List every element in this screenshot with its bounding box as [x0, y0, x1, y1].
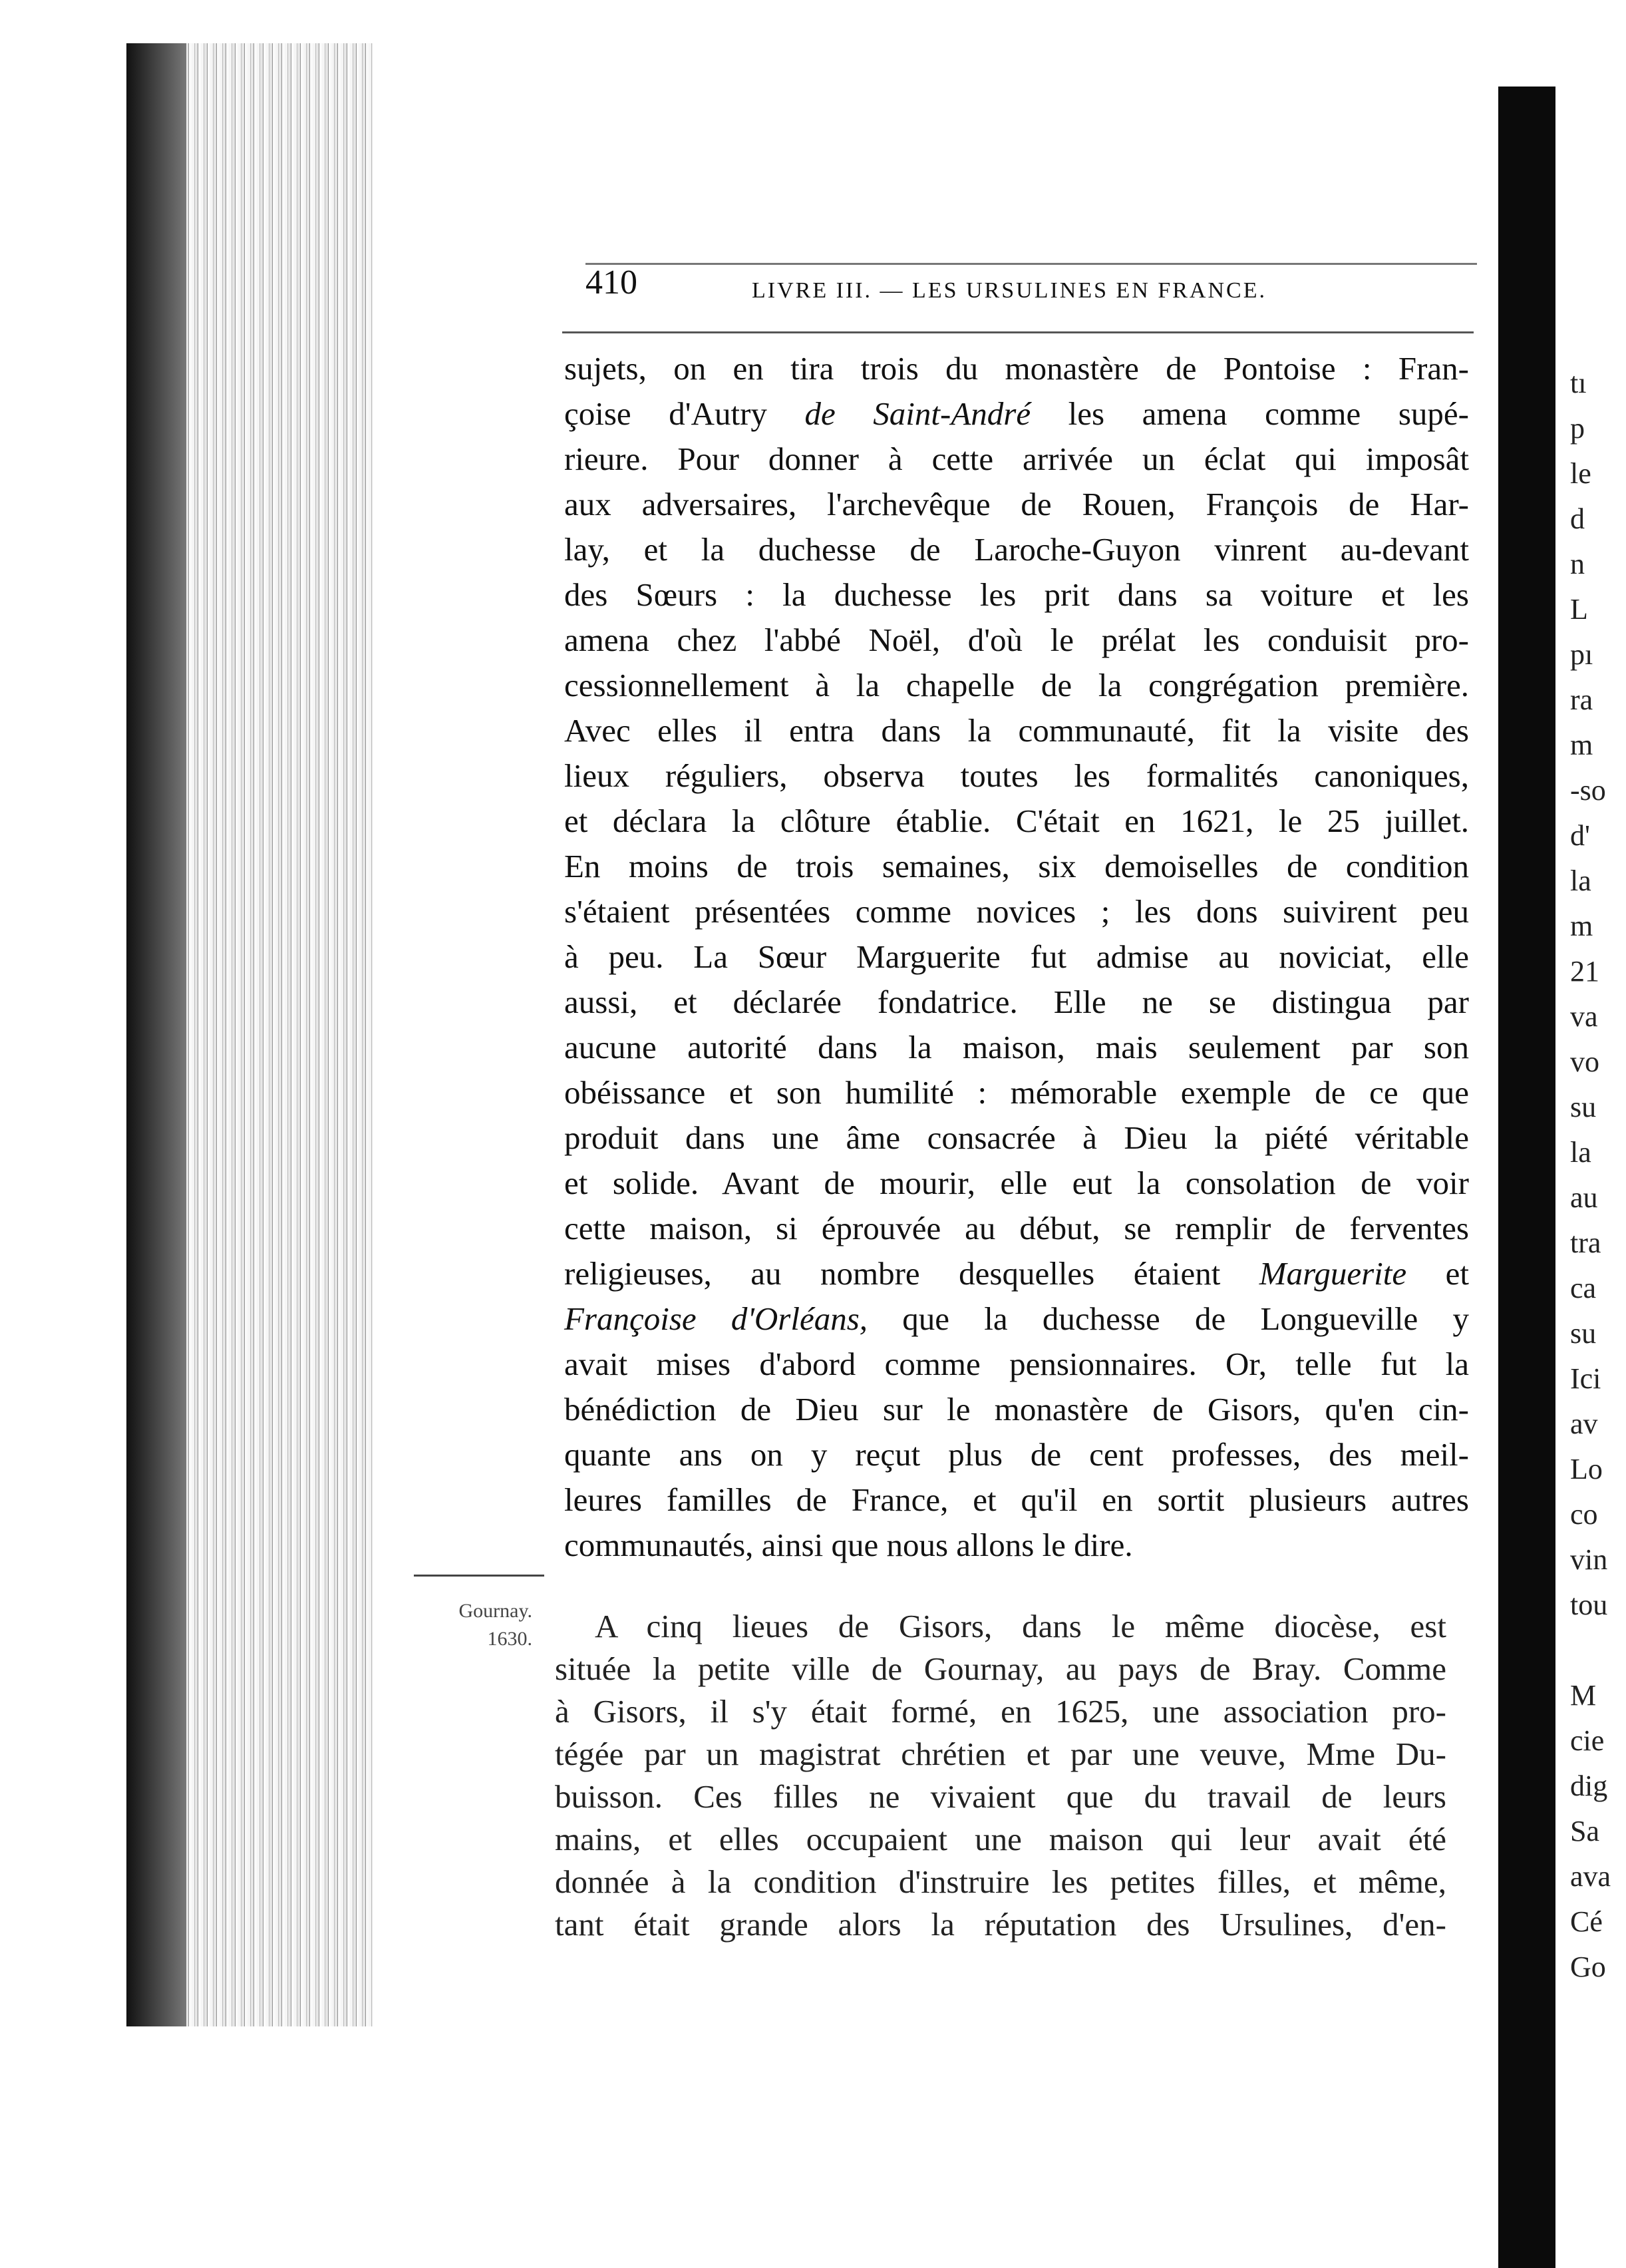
facing-page-fragment: n	[1570, 548, 1585, 580]
scan-margin-left	[0, 0, 126, 2268]
facing-page-fragment: Cé	[1570, 1905, 1603, 1938]
facing-page-fragment: pı	[1570, 638, 1593, 671]
facing-page-fragment: su	[1570, 1091, 1597, 1123]
facing-page-fragment: vin	[1570, 1543, 1608, 1576]
text-line: tégée par un magistrat chrétien et par une veuve, Mme Du-	[555, 1736, 1446, 1772]
facing-page-fragment: la	[1570, 864, 1591, 897]
facing-page-fragment: 21	[1570, 955, 1599, 988]
text-line: buisson. Ces filles ne vivaient que du travail de leurs	[555, 1778, 1446, 1815]
facing-page-fragment: d	[1570, 502, 1585, 535]
facing-page-fragment: m	[1570, 910, 1593, 942]
text-line: obéissance et son humilité : mémorable exemple de ce que	[564, 1074, 1469, 1111]
facing-page-fragment: co	[1570, 1498, 1598, 1531]
text-line: En moins de trois semaines, six demoiselles de condition	[564, 848, 1469, 884]
facing-page-fragment: M	[1570, 1679, 1597, 1712]
text-line: cessionnellement à la chapelle de la congrégation première.	[564, 667, 1469, 703]
book-spine-shadow	[126, 43, 186, 2026]
facing-page-fragment: dig	[1570, 1770, 1608, 1802]
facing-page-fragment: Sa	[1570, 1815, 1599, 1847]
text-line: Françoise d'Orléans, que la duchesse de Longueville y	[564, 1300, 1470, 1337]
text-line: et déclara la clôture établie. C'était en 1621, le 25 juillet.	[564, 803, 1469, 839]
facing-page-fragment: Go	[1570, 1951, 1606, 1983]
facing-page-fragment: le	[1570, 457, 1591, 490]
margin-note-rule	[414, 1575, 544, 1577]
facing-page-fragment: au	[1570, 1181, 1598, 1214]
paragraph-2	[555, 1605, 1446, 1946]
margin-note	[426, 1597, 532, 1653]
text-line: mains, et elles occupaient une maison qui leur avait été	[555, 1821, 1446, 1857]
text-line: amena chez l'abbé Noël, d'où le prélat les conduisit pro-	[564, 622, 1469, 658]
text-line: religieuses, au nombre desquelles étaient Marguerite et	[564, 1255, 1469, 1292]
text-line: avait mises d'abord comme pensionnaires. Or, telle fut la	[564, 1346, 1469, 1382]
facing-page-fragment: L	[1570, 593, 1588, 626]
facing-page-fragment: tra	[1570, 1227, 1601, 1259]
facing-page-fragment: va	[1570, 1000, 1598, 1033]
text-line: çoise d'Autry de Saint-André les amena comme supé-	[564, 395, 1469, 432]
text-line: quante ans on y reçut plus de cent professes, des meil-	[564, 1436, 1469, 1473]
facing-page-fragment: ra	[1570, 683, 1593, 716]
facing-page-fragment: cie	[1570, 1724, 1605, 1757]
text-line: communautés, ainsi que nous allons le dire.	[564, 1527, 1133, 1563]
text-line: lieux réguliers, observa toutes les formalités canoniques,	[564, 757, 1469, 794]
text-line: lay, et la duchesse de Laroche-Guyon vinrent au-devant	[564, 531, 1469, 568]
facing-page-edge	[1555, 80, 1626, 2268]
text-line: située la petite ville de Gournay, au pays de Bray. Comme	[555, 1650, 1446, 1687]
text-line: à peu. La Sœur Marguerite fut admise au noviciat, elle	[564, 938, 1469, 975]
text-line: leures familles de France, et qu'il en sortit plusieurs autres	[564, 1481, 1469, 1518]
running-head: LIVRE III. — LES URSULINES EN FRANCE.	[752, 278, 1267, 303]
margin-note-year: 1630.	[487, 1628, 532, 1650]
text-line: aux adversaires, l'archevêque de Rouen, François de Har-	[564, 486, 1469, 522]
facing-page-fragment: p	[1570, 412, 1585, 445]
facing-page-fragment: -so	[1570, 774, 1606, 807]
text-line: tant était grande alors la réputation des Ursulines, d'en-	[555, 1906, 1446, 1943]
text-line: aucune autorité dans la maison, mais seulement par son	[564, 1029, 1469, 1065]
facing-page-fragment: su	[1570, 1317, 1597, 1350]
header-rule	[562, 331, 1474, 333]
paragraph-1	[564, 346, 1469, 1568]
text-line: s'étaient présentées comme novices ; les dons suivirent peu	[564, 893, 1469, 930]
facing-page-fragment: av	[1570, 1408, 1598, 1440]
text-line: produit dans une âme consacrée à Dieu la piété véritable	[564, 1119, 1469, 1156]
book-gutter	[1498, 87, 1555, 2268]
facing-page-fragment: tou	[1570, 1589, 1608, 1621]
text-line: bénédiction de Dieu sur le monastère de Gisors, qu'en cin-	[564, 1391, 1469, 1427]
text-line: aussi, et déclarée fondatrice. Elle ne se distingua par	[564, 984, 1469, 1020]
text-line: Avec elles il entra dans la communauté, fit la visite des	[564, 712, 1469, 749]
facing-page-fragment: m	[1570, 729, 1593, 761]
facing-page-fragment: ca	[1570, 1272, 1597, 1304]
text-line: à Gisors, il s'y était formé, en 1625, une association pro-	[555, 1693, 1446, 1730]
text-line: cette maison, si éprouvée au début, se remplir de ferventes	[564, 1210, 1469, 1246]
text-line: sujets, on en tira trois du monastère de Pontoise : Fran-	[564, 350, 1469, 387]
text-line: A cinq lieues de Gisors, dans le même diocèse, est	[595, 1608, 1446, 1644]
facing-page-fragment: d'	[1570, 819, 1590, 852]
facing-page-fragment: ava	[1570, 1860, 1611, 1893]
text-line: donnée à la condition d'instruire les petites filles, et même,	[555, 1863, 1446, 1900]
facing-page-fragment: Lo	[1570, 1453, 1603, 1485]
text-line: et solide. Avant de mourir, elle eut la consolation de voir	[564, 1165, 1469, 1201]
text-line: rieure. Pour donner à cette arrivée un éclat qui imposât	[564, 441, 1469, 477]
facing-page-fragment: la	[1570, 1136, 1591, 1169]
facing-page-fragment: Ici	[1570, 1362, 1601, 1395]
facing-page-fragment: vo	[1570, 1045, 1599, 1078]
facing-page-fragment: tı	[1570, 367, 1587, 399]
page-number: 410	[585, 264, 637, 301]
margin-note-place: Gournay.	[458, 1600, 532, 1622]
text-line: des Sœurs : la duchesse les prit dans sa voiture et les	[564, 576, 1469, 613]
